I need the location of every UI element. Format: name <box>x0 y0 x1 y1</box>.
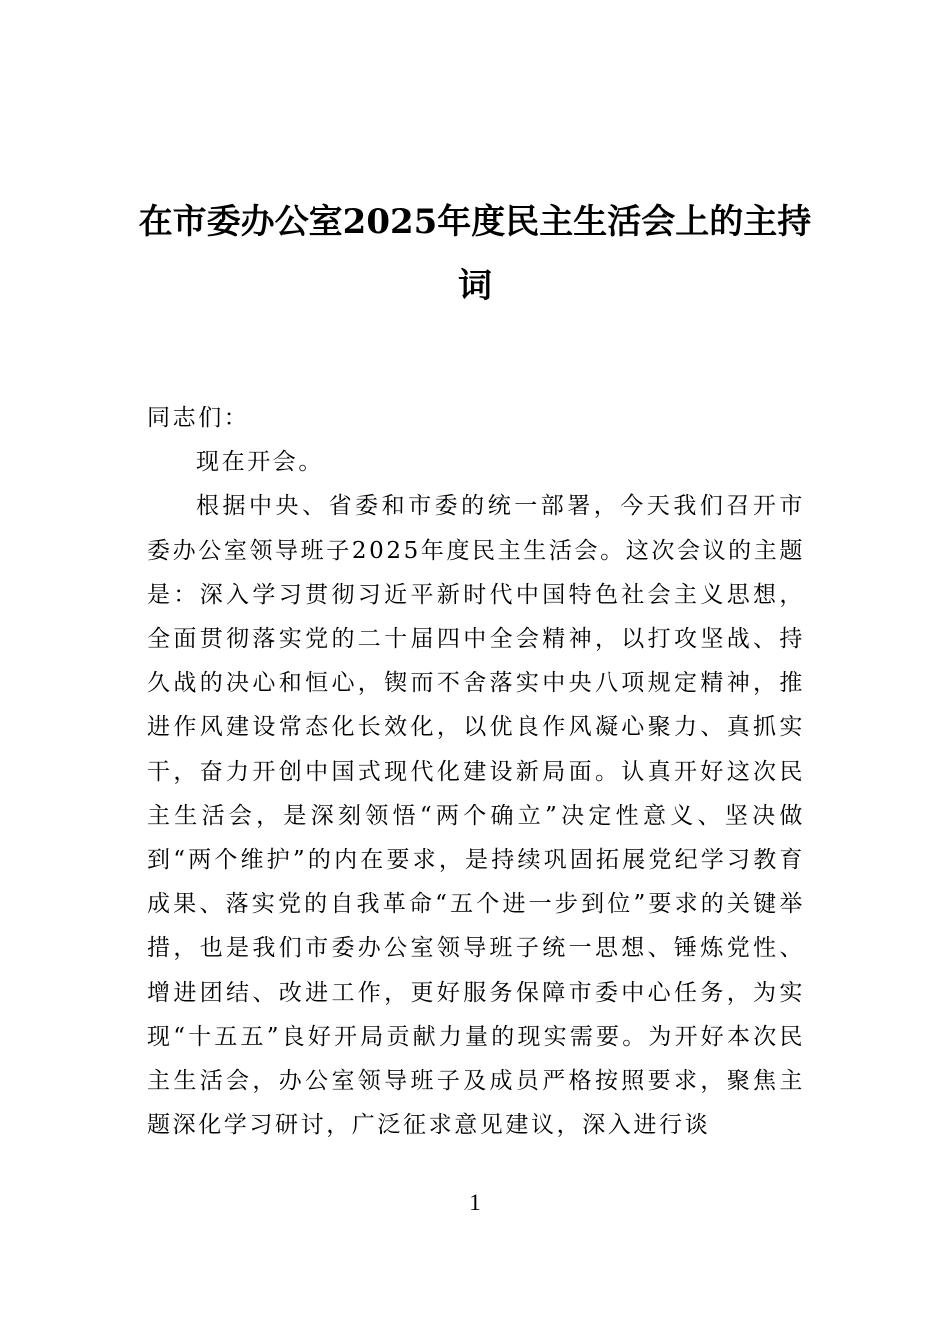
salutation: 同志们： <box>147 405 250 431</box>
paragraph-opening: 现在开会。 <box>196 449 324 476</box>
paragraph-main: 根据中央、省委和市委的统一部署，今天我们召开市委办公室领导班子2025年度民主生活会。这次会议的主题是：深入学习贯彻习近平新时代中国特色社会主义思想，全面贯彻落实党的二十届四中全会精神，以打攻坚战、持久战的决心和恒心，锲而不舍落实中央八项规定精神，推进作风建设常态化长效化，以优良作风凝心聚力、真抓实干，奋力开创中国式现代化建设新局面。认真开好这次民主生活会，是深刻领悟“两个确立”决定性意义、坚决做到“两个维护”的内在要求，是持续巩固拓展党纪学习教育成果、落实党的自我革命“五个进一步到位”要求的关键举措，也是我们市委办公室领导班子统一思想、锤炼党性、增进团结、改进工作，更好服务保障市委中心任务，为实现“十五五”良好开局贡献力量的现实需要。为开好本次民主生活会，办公室领导班子及成员严格按照要求，聚焦主题深化学习研讨，广泛征求意见建议，深入进行谈 <box>147 493 805 1139</box>
page-number: 1 <box>469 1190 481 1215</box>
document-body <box>147 396 805 1147</box>
document-title: 在市委办公室2025年度民主生活会上的主持词 <box>138 202 812 306</box>
